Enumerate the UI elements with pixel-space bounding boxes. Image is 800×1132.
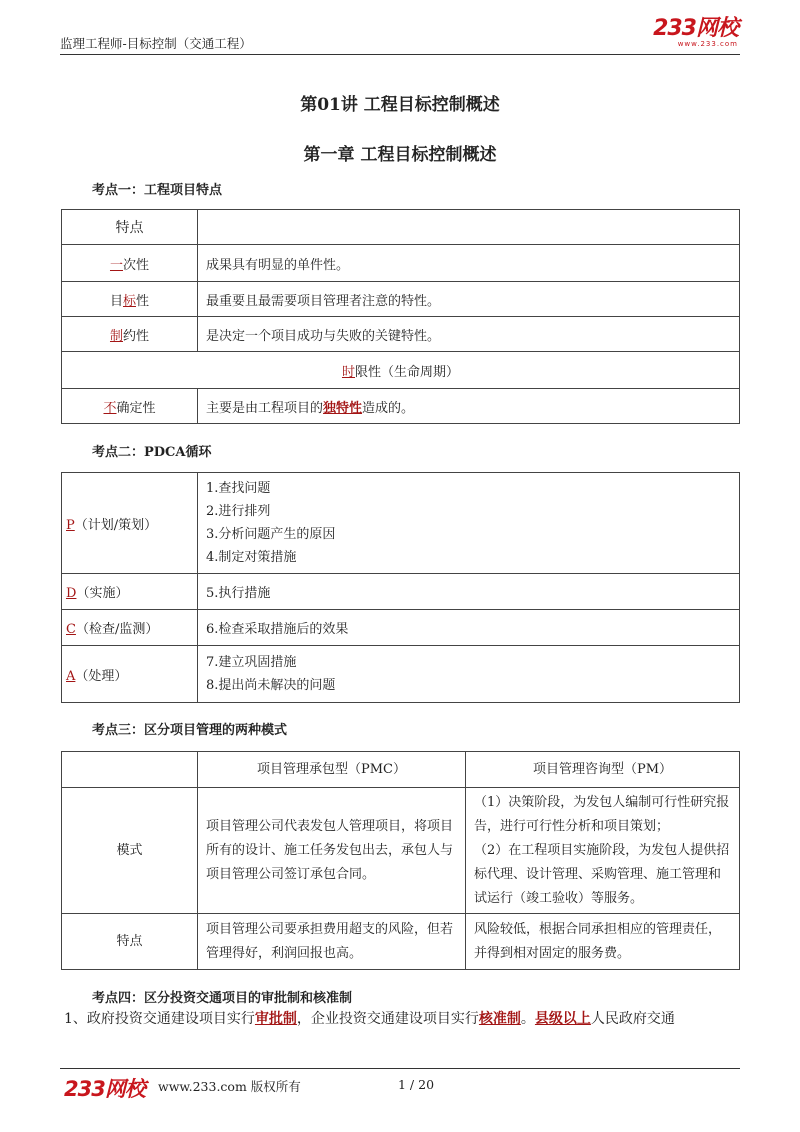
col-header-pm: 项目管理咨询型（PM） [466,752,740,788]
section1-heading: 考点一：工程项目特点 [92,183,223,198]
table-row [62,473,740,574]
table-row [62,788,740,914]
pdca-table [61,472,740,703]
pdca-stage: P（计划/策划） [62,473,198,574]
section3-heading: 考点三：区分项目管理的两种模式 [92,723,288,738]
footer-copyright: www.233.com 版权所有 [158,1079,301,1094]
table-row [62,282,740,317]
features-table [61,209,740,424]
header-cell: 特点 [62,210,198,245]
table-row [62,389,740,424]
feature-name: 制约性 [62,317,198,352]
pmc-mode: 项目管理公司代表发包人管理项目，将项目所有的设计、施工任务发包出去，承包人与项目管理公司签订承包合同。 [198,788,466,914]
page-header [60,18,740,55]
section2-heading: 考点二：PDCA循环 [92,445,212,460]
table-row [62,914,740,970]
brand-logo [653,18,738,48]
row-label: 模式 [62,788,198,914]
pdca-stage: C（检查/监测） [62,610,198,646]
feature-desc: 最重要且最需要项目管理者注意的特性。 [198,282,740,317]
page-number: 1 / 20 [398,1077,435,1092]
table-row [62,317,740,352]
pdca-stage: D（实施） [62,574,198,610]
table-row [62,352,740,389]
empty-cell [198,210,740,245]
footer-logo: 233网校 [64,1077,145,1101]
mode-table [61,751,740,970]
table-row [62,752,740,788]
table-row [62,210,740,245]
table-row [62,574,740,610]
feature-desc: 成果具有明显的单件性。 [198,245,740,282]
feature-desc: 是决定一个项目成功与失败的关键特性。 [198,317,740,352]
pdca-steps: 6.检查采取措施后的效果 [198,610,740,646]
feature-name: 不确定性 [62,389,198,424]
pdca-steps: 5.执行措施 [198,574,740,610]
table-row [62,245,740,282]
header-title: 监理工程师-目标控制（交通工程） [60,36,252,51]
chapter-title: 第一章 工程目标控制概述 [303,145,497,165]
pdca-stage: A（处理） [62,646,198,703]
table-row [62,646,740,703]
col-header-pmc: 项目管理承包型（PMC） [198,752,466,788]
empty-cell [62,752,198,788]
pdca-steps: 1.查找问题 2.进行排列 3.分析问题产生的原因 4.制定对策措施 [198,473,740,574]
logo-sub: www.233.com [677,40,738,48]
pm-feature: 风险较低，根据合同承担相应的管理责任，并得到相对固定的服务费。 [466,914,740,970]
feature-name: 目标性 [62,282,198,317]
merged-feature: 时限性（生命周期） [62,352,740,389]
page-footer [60,1068,740,1101]
row-label: 特点 [62,914,198,970]
feature-desc: 主要是由工程项目的独特性造成的。 [198,389,740,424]
pm-mode: （1）决策阶段，为发包人编制可行性研究报告，进行可行性分析和项目策划； （2）在工程项目实施阶段，为发包人提供招标代理、设计管理、采购管理、施工管理和试运行（竣工验收）等服务。 [466,788,740,914]
logo-main: 233网校 [653,16,738,41]
lecture-title: 第01讲 工程目标控制概述 [300,95,500,115]
pmc-feature: 项目管理公司要承担费用超支的风险，但若管理得好，利润回报也高。 [198,914,466,970]
table-row [62,610,740,646]
section4-paragraph: 1、政府投资交通建设项目实行审批制，企业投资交通建设项目实行核准制。县级以上人民政府交通 [64,1011,675,1027]
feature-name: 一次性 [62,245,198,282]
section4-heading: 考点四：区分投资交通项目的审批制和核准制 [92,991,353,1006]
pdca-steps: 7.建立巩固措施 8.提出尚未解决的问题 [198,646,740,703]
